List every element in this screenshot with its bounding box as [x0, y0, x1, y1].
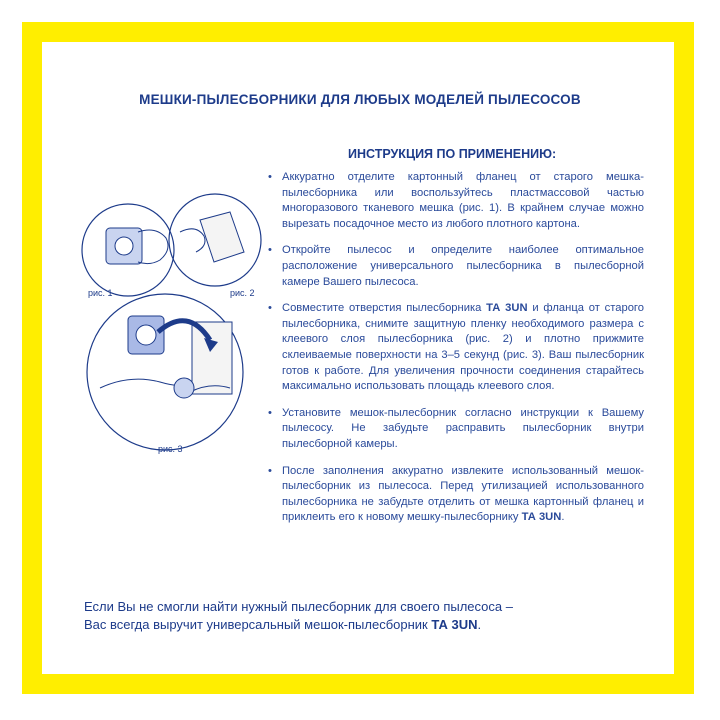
footer-note	[84, 598, 644, 634]
fig3-flange-applied	[174, 378, 194, 398]
instruction-text-after: .	[561, 511, 565, 524]
instruction-text-before: Совместите отверстия пылесборника	[282, 302, 487, 315]
fig2-hand	[180, 229, 205, 252]
fig1-label: рис. 1	[88, 288, 113, 298]
fig3-hole	[136, 325, 156, 345]
footer-text-end: .	[477, 617, 482, 632]
fig2-bag	[200, 212, 244, 262]
instruction-text-after: и фланца от старого пылесборника, снимите защитную пленку необходимого размера с клеевого слоя пылесборника (рис. 2) и плотно прижмите склеиваемые поверхности на 3–5 секунд (рис. 3). Ваш пылесборник готов к работе. Для увеличения прочности соединения старайтесь максимально использовать площадь клеевого слоя.	[282, 302, 644, 393]
fig2-label: рис. 2	[230, 288, 255, 298]
bullet-icon: •	[268, 464, 272, 477]
instruction-text: Аккуратно отделите картонный фланец от старого мешка-пылесборника или воспользуйтесь пластмассовой частью многоразового тканевого мешка (рис. 1). В крайнем случае можно вырезать посадочное место из любого плотного картона.	[282, 171, 644, 230]
fig1-hole	[115, 237, 133, 255]
instruction-item-1	[268, 170, 644, 232]
bullet-icon: •	[268, 244, 272, 257]
footer-line-2	[84, 616, 644, 634]
instruction-text: Установите мешок-пылесборник согласно инструкции к Вашему пылесосу. Не забудьте расправить пылесборник внутри пылесборной камеры.	[282, 406, 644, 450]
brand-name: ТА 3UN	[431, 617, 478, 632]
instruction-text-before: После заполнения аккуратно извлеките использованный мешок-пылесборник из пылесоса. Перед утилизацией использованного пылесборника не забудьте отделить от мешка картонный фланец и приклеить его к новому мешку-пылесборнику	[282, 464, 644, 524]
instruction-item-3	[268, 301, 644, 395]
instruction-item-2	[268, 243, 644, 290]
page-title: МЕШКИ-ПЫЛЕСБОРНИКИ ДЛЯ ЛЮБЫХ МОДЕЛЕЙ ПЫЛЕСОСОВ	[139, 92, 581, 107]
bullet-icon: •	[268, 406, 272, 419]
instruction-item-5	[268, 464, 644, 526]
footer-line-1: Если Вы не смогли найти нужный пылесборник для своего пылесоса –	[84, 599, 513, 614]
bullet-icon: •	[268, 171, 272, 183]
brand-name: ТА 3UN	[521, 511, 562, 524]
instruction-item-4	[268, 406, 644, 453]
footer-text: Вас всегда выручит универсальный мешок-пылесборник	[84, 617, 432, 632]
instruction-list	[268, 170, 644, 537]
instruction-text: Откройте пылесос и определите наиболее оптимальное расположение универсального пылесборника в пылесборной камере Вашего пылесоса.	[282, 244, 644, 288]
fig3-bag	[192, 322, 232, 394]
instruction-heading: ИНСТРУКЦИЯ ПО ПРИМЕНЕНИЮ:	[348, 147, 557, 161]
instruction-illustration	[80, 192, 270, 492]
brand-name: ТА 3UN	[486, 302, 528, 315]
bullet-icon: •	[268, 302, 272, 315]
fig3-label: рис. 3	[158, 444, 183, 454]
